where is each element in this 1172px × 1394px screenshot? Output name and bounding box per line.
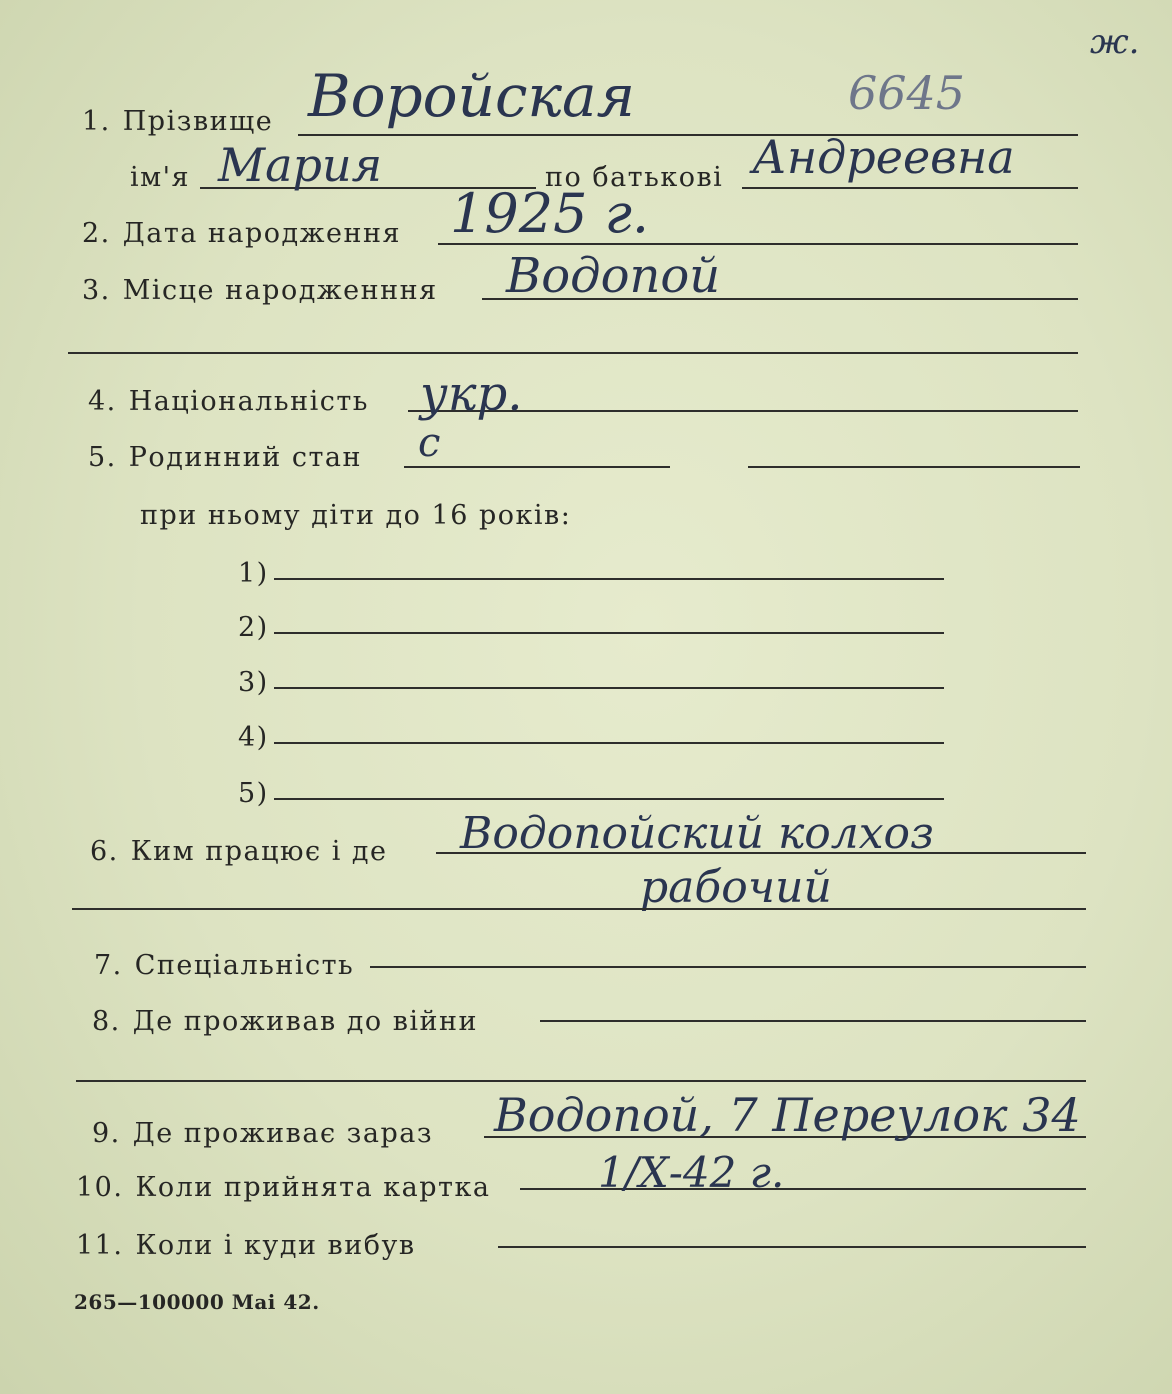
field-speciality-label: 7. Спеціальність xyxy=(94,950,355,981)
field-work-label: 6. Ким працює і де xyxy=(90,836,388,867)
patronymic-line xyxy=(742,187,1078,189)
field-children-label: при ньому діти до 16 років: xyxy=(140,500,572,531)
handwritten-current-address: Водопой, 7 Переулок 34 xyxy=(494,1088,1081,1142)
child-3-label: 3) xyxy=(238,667,269,698)
child-2-line xyxy=(274,632,944,634)
field-marital-status-label: 5. Родинний стан xyxy=(88,442,363,473)
field-birth-date-label: 2. Дата народження xyxy=(82,218,402,249)
handwritten-nationality: укр. xyxy=(420,366,523,422)
child-5-line xyxy=(274,798,944,800)
field-current-residence-label: 9. Де проживає зараз xyxy=(92,1118,434,1149)
field-departed-label: 11. Коли і куди вибув xyxy=(76,1230,416,1261)
child-1-line xyxy=(274,578,944,580)
handwritten-birth-place: Водопой xyxy=(506,248,721,304)
prewar-residence-line xyxy=(540,1020,1086,1022)
marital-status-line-b xyxy=(748,466,1080,468)
marital-status-line-a xyxy=(404,466,670,468)
child-5-label: 5) xyxy=(238,778,269,809)
handwritten-marital-status: с xyxy=(418,420,441,466)
handwritten-work-line1: Водопойский колхоз xyxy=(460,808,935,859)
handwritten-birth-date: 1925 г. xyxy=(450,182,650,245)
field-first-name-label: ім'я xyxy=(130,162,191,193)
handwritten-surname: Воройская xyxy=(308,62,636,130)
child-4-label: 4) xyxy=(238,722,269,753)
field-prewar-residence-label: 8. Де проживав до війни xyxy=(92,1006,479,1037)
field-patronymic-label: по батькові xyxy=(545,162,724,193)
handwritten-gender-mark: ж. xyxy=(1090,22,1140,62)
child-3-line xyxy=(274,687,944,689)
field-nationality-label: 4. Національність xyxy=(88,386,369,417)
handwritten-patronymic: Андреевна xyxy=(752,130,1015,184)
birth-place-extra-line xyxy=(68,352,1078,354)
child-1-label: 1) xyxy=(238,558,269,589)
work-extra-line xyxy=(72,908,1086,910)
field-surname-label: 1. Прізвище xyxy=(82,106,274,137)
field-birth-place-label: 3. Місце народженння xyxy=(82,275,438,306)
field-card-accepted-label: 10. Коли прийнята картка xyxy=(76,1172,491,1203)
departed-line xyxy=(498,1246,1086,1248)
handwritten-card-date: 1/Х-42 г. xyxy=(598,1148,785,1197)
print-code: 265—100000 Mai 42. xyxy=(74,1290,320,1314)
child-2-label: 2) xyxy=(238,612,269,643)
handwritten-first-name: Мария xyxy=(218,138,383,192)
child-4-line xyxy=(274,742,944,744)
handwritten-card-number: 6645 xyxy=(848,66,966,120)
handwritten-work-line2: рабочий xyxy=(640,862,832,913)
speciality-line xyxy=(370,966,1086,968)
prewar-residence-extra-line xyxy=(76,1080,1086,1082)
